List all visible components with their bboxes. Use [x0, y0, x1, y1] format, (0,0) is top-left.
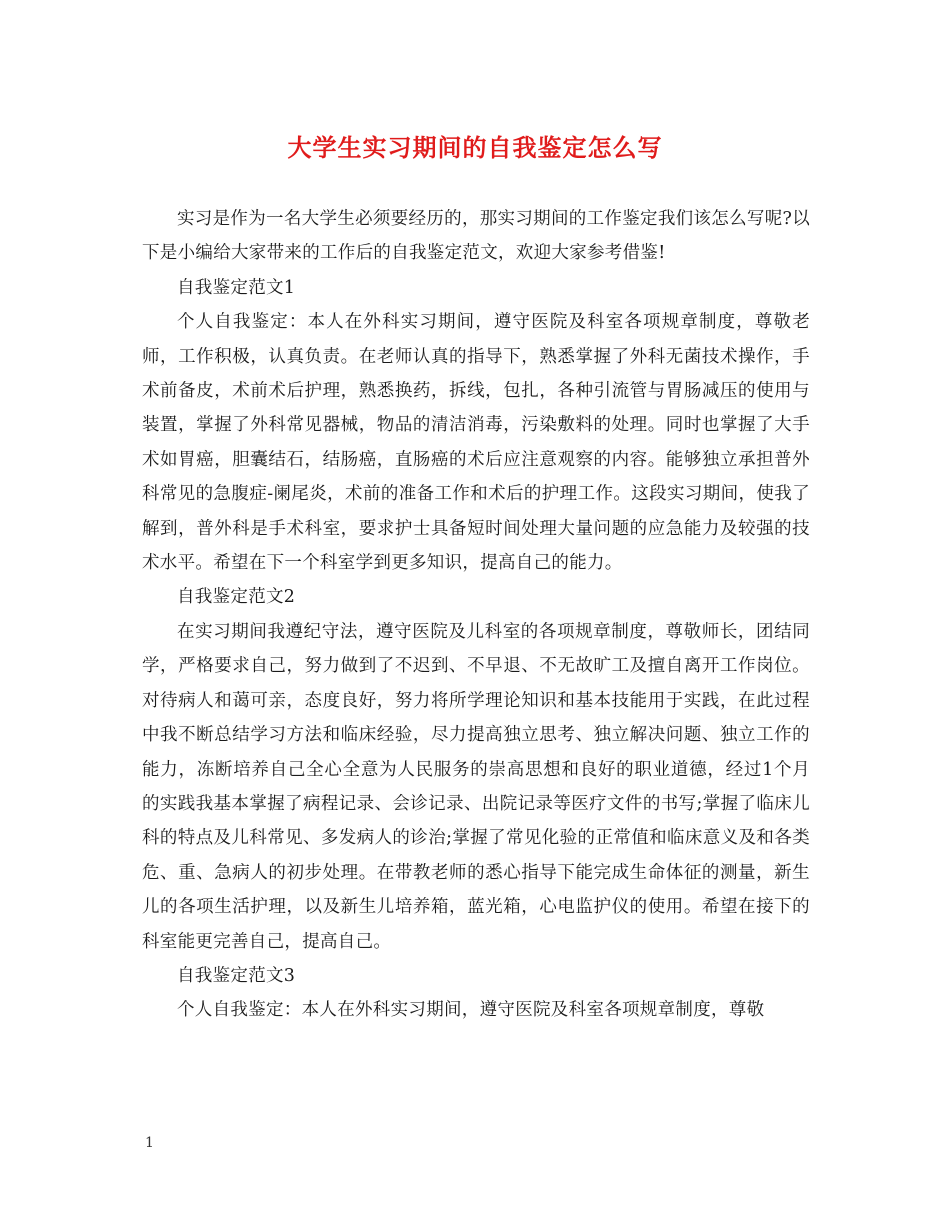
section-heading-3: 自我鉴定范文3: [177, 965, 296, 986]
page-number: 1: [145, 1135, 154, 1151]
document-body: [142, 202, 810, 1028]
section-paragraph-2: 在实习期间我遵纪守法，遵守医院及儿科室的各项规章制度，尊敬师长，团结同学，严格要求自己，努力做到了不迟到、不早退、不无故旷工及擅自离开工作岗位。对待病人和蔼可亲，态度良好，努力将所学理论知识和基本技能用于实践，在此过程中我不断总结学习方法和临床经验，尽力提高独立思考、独立解决问题、独立工作的能力，冻断培养自己全心全意为人民服务的崇高思想和良好的职业道德，经过1个月的实践我基本掌握了病程记录、会诊记录、出院记录等医疗文件的书写;掌握了临床儿科的特点及儿科常见、多发病人的诊治;掌握了常见化验的正常值和临床意义及和各类危、重、急病人的初步处理。在带教老师的悉心指导下能完成生命体征的测量，新生儿的各项生活护理，以及新生儿培养箱，蓝光箱，心电监护仪的使用。希望在接下的科室能更完善自己，提高自己。: [142, 621, 810, 952]
section-paragraph-3: 个人自我鉴定：本人在外科实习期间，遵守医院及科室各项规章制度，尊敬: [177, 1000, 765, 1021]
intro-paragraph: 实习是作为一名大学生必须要经历的，那实习期间的工作鉴定我们该怎么写呢?以下是小编给大家带来的工作后的自我鉴定范文，欢迎大家参考借鉴!: [142, 209, 810, 264]
section-heading-2: 自我鉴定范文2: [177, 587, 296, 608]
section-paragraph-1: 个人自我鉴定：本人在外科实习期间，遵守医院及科室各项规章制度，尊敬老师，工作积极，认真负责。在老师认真的指导下，熟悉掌握了外科无菌技术操作，手术前备皮，术前术后护理，熟悉换药，拆线，包扎，各种引流管与胃肠减压的使用与装置，掌握了外科常见器械，物品的清洁消毒，污染敷料的处理。同时也掌握了大手术如胃癌，胆囊结石，结肠癌，直肠癌的术后应注意观察的内容。能够独立承担普外科常见的急腹症-阑尾炎，术前的准备工作和术后的护理工作。这段实习期间，使我了解到，普外科是手术科室，要求护士具备短时间处理大量问题的应急能力及较强的技术水平。希望在下一个科室学到更多知识，提高自己的能力。: [142, 312, 810, 574]
section-heading-1: 自我鉴定范文1: [177, 277, 296, 298]
document-title: 大学生实习期间的自我鉴定怎么写: [287, 133, 663, 162]
